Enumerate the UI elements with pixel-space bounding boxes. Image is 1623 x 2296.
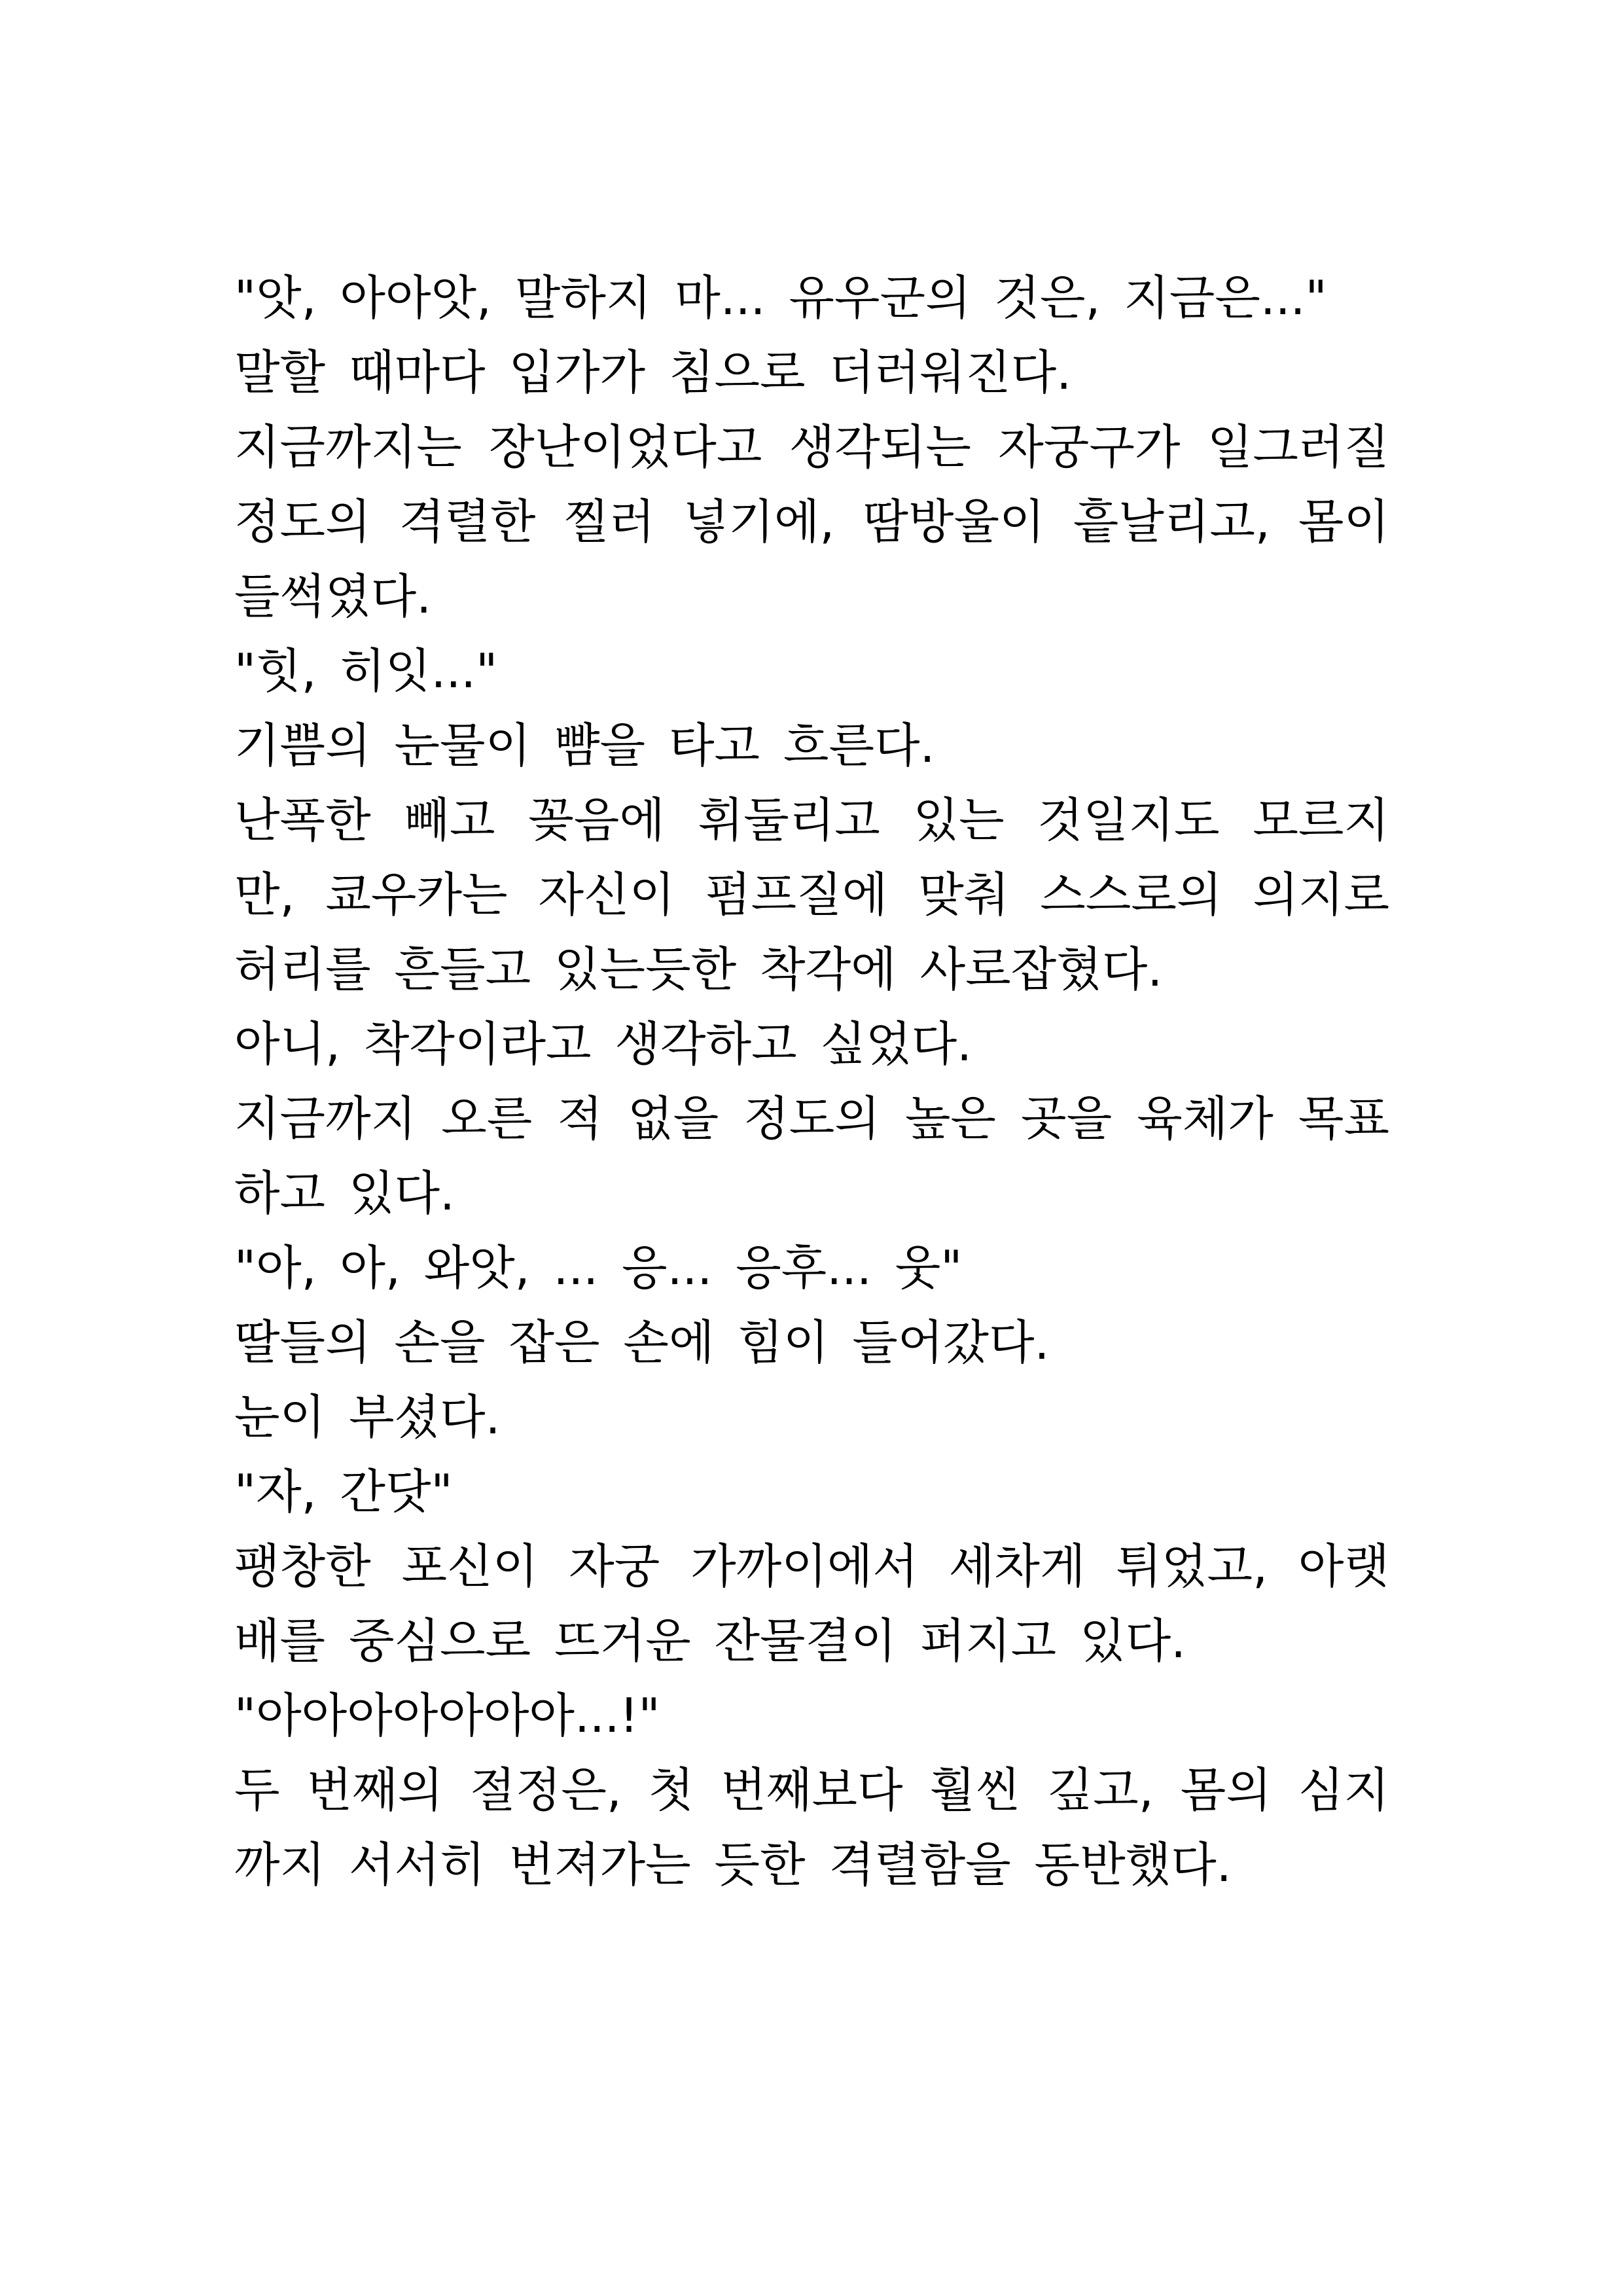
paragraph: 눈이 부셨다.	[234, 1390, 501, 1444]
paragraph: 팽창한 포신이 자궁 가까이에서 세차게 튀었고, 아랫배를 중심으로 뜨거운 잔물결이 퍼지고 있다.	[234, 1539, 1389, 1668]
paragraph: 두 번째의 절정은, 첫 번째보다 훨씬 깊고, 몸의 심지까지 서서히 번져가는 듯한 격렬함을 동반했다.	[234, 1763, 1389, 1892]
paragraph: "힛, 히잇..."	[234, 643, 498, 698]
paragraph: 딸들의 손을 잡은 손에 힘이 들어갔다.	[234, 1315, 1050, 1370]
paragraph: 지금까지 오른 적 없을 정도의 높은 곳을 육체가 목표하고 있다.	[234, 1091, 1389, 1221]
paragraph: 말할 때마다 입가가 침으로 더러워진다.	[234, 345, 1072, 400]
paragraph: 기쁨의 눈물이 뺨을 타고 흐른다.	[234, 718, 935, 773]
paragraph: 지금까지는 장난이었다고 생각되는 자궁구가 일그러질 정도의 격렬한 찔러 넣기에, 땀방울이 흩날리고, 몸이 들썩였다.	[234, 420, 1389, 624]
paragraph: "아아아아아아아...!"	[234, 1688, 660, 1743]
paragraph: 아니, 착각이라고 생각하고 싶었다.	[234, 1016, 972, 1071]
text-body	[234, 260, 1389, 1902]
paragraph: "아, 아, 와앗, ... 응... 응후... 웃"	[234, 1240, 963, 1295]
paragraph: "자, 간닷"	[234, 1464, 453, 1519]
paragraph: "앗, 아아앗, 말하지 마... 유우군의 것은, 지금은..."	[234, 270, 1327, 325]
paragraph: 난폭한 빼고 꽂음에 휘둘리고 있는 것일지도 모르지만, 쿄우카는 자신이 펌프질에 맞춰 스스로의 의지로 허리를 흔들고 있는듯한 착각에 사로잡혔다.	[234, 793, 1389, 997]
